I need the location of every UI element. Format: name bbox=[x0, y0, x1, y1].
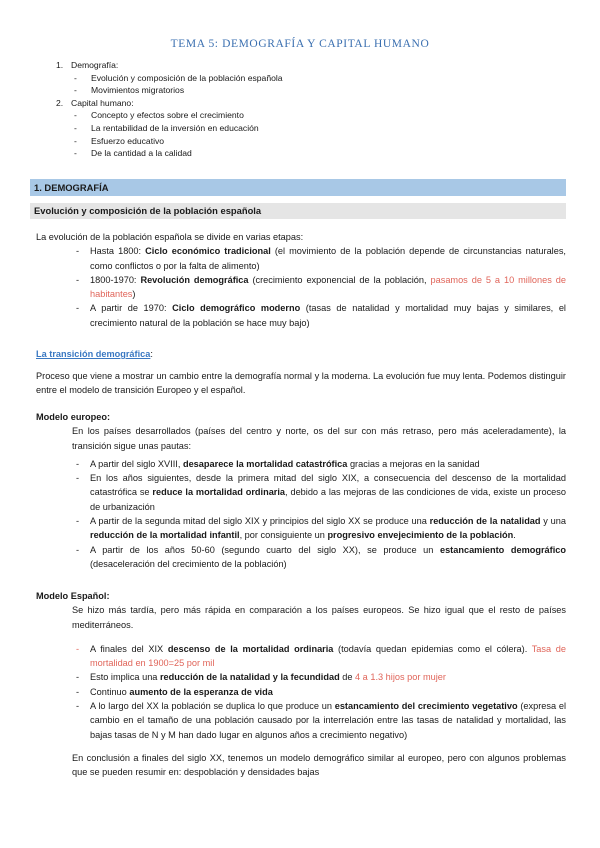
bullet-marker: - bbox=[76, 274, 80, 285]
list-item bbox=[36, 273, 566, 302]
list-item bbox=[36, 685, 566, 699]
toc-item-label: La rentabilidad de la inversión en educación bbox=[91, 122, 259, 133]
list-item bbox=[36, 699, 566, 742]
text: A partir de la segunda mitad del siglo XIX y principios del siglo XX se produce una bbox=[90, 516, 430, 527]
list-item bbox=[36, 514, 566, 543]
highlight-text: pasamos de 5 a 10 millones de habitantes bbox=[90, 274, 566, 300]
toc-item-label: Movimientos migratorios bbox=[91, 85, 185, 96]
text: (tasas de natalidad y mortalidad muy bajas y similares, el crecimiento natural de la población se hace muy bajo) bbox=[90, 303, 566, 328]
bullet-marker: - bbox=[76, 303, 80, 314]
text: A partir de 1970: bbox=[90, 303, 173, 314]
bullet-marker: - bbox=[76, 516, 80, 527]
toc-label: Capital humano bbox=[71, 97, 132, 108]
text: A partir del siglo XVIII, bbox=[90, 458, 183, 469]
highlight-text: 4 a 1.3 hijos por mujer bbox=[355, 672, 446, 683]
transition-paragraph: Proceso que viene a mostrar un cambio entre la demografía normal y la moderna. La evolución fue muy lenta. Podemos distinguir entre el modelo de transición Europeo y el español. bbox=[36, 371, 566, 396]
text: . bbox=[513, 530, 516, 541]
text: A partir de los años 50-60 (segundo cuarto del siglo XX), se produce un bbox=[90, 544, 440, 555]
text: (todavía quedan epidemias como el cólera). bbox=[333, 643, 532, 654]
toc-number: 2. bbox=[56, 97, 64, 108]
list-item bbox=[36, 301, 566, 330]
intro-paragraph: La evolución de la población española se divide en varias etapas: bbox=[36, 232, 304, 242]
bullet-marker: - bbox=[76, 643, 80, 654]
list-item bbox=[36, 670, 566, 684]
toc-section bbox=[56, 97, 283, 110]
toc-item-label: Esfuerzo educativo bbox=[91, 135, 165, 146]
highlight-text: Tasa de mortalidad en 1900=25 por mil bbox=[90, 643, 566, 669]
toc-number: 1. bbox=[56, 60, 64, 70]
text: A lo largo del XX la población se duplica lo que produce un bbox=[90, 701, 335, 712]
toc-colon: : bbox=[131, 97, 134, 108]
transition-link[interactable]: La transición demográfica bbox=[36, 349, 151, 359]
conclusion-paragraph: En conclusión a finales del siglo XX, tenemos un modelo demográfico similar al europeo, pero con algunos problemas que se pueden resumir en: despoblación y densidades bajas bbox=[72, 752, 566, 778]
list-item bbox=[36, 244, 566, 273]
dash: - bbox=[74, 110, 77, 121]
list-item bbox=[36, 543, 566, 572]
toc-item bbox=[56, 135, 283, 148]
subsection-heading: Evolución y composición de la población española bbox=[30, 203, 566, 219]
toc-item bbox=[56, 72, 283, 85]
dash: - bbox=[74, 85, 77, 96]
text: de bbox=[339, 672, 356, 683]
bold-text: reduce la mortalidad ordinaria bbox=[152, 487, 286, 498]
text: , debido a las mejoras de las condiciones de vida, existe un proceso de urbanización bbox=[90, 487, 566, 512]
bold-text: Ciclo económico tradicional bbox=[145, 246, 271, 257]
toc-item bbox=[56, 147, 283, 160]
bold-text: descenso de la mortalidad ordinaria bbox=[167, 643, 334, 654]
bold-text: estancamiento demográfico bbox=[439, 544, 566, 555]
page-title: TEMA 5: DEMOGRAFÍA Y CAPITAL HUMANO bbox=[170, 38, 430, 50]
list-item bbox=[36, 457, 566, 471]
dash: - bbox=[74, 148, 77, 159]
model-heading: Modelo europeo: bbox=[36, 412, 111, 422]
model-intro: Se hizo más tardía, pero más rápida en comparación a los países europeos. Se hizo igual que el resto de países mediterráneos. bbox=[72, 605, 566, 630]
text: En los años siguientes, desde la primera mitad del siglo XIX, a consecuencia del descenso de la mortalidad catastrófica se bbox=[90, 473, 566, 498]
toc-item-label: Concepto y efectos sobre el crecimiento bbox=[91, 110, 244, 121]
bullet-marker: - bbox=[76, 458, 80, 469]
bullet-marker: - bbox=[76, 473, 80, 484]
text: (crecimiento exponencial de la población, bbox=[248, 274, 431, 285]
text: ) bbox=[132, 289, 136, 300]
text: Hasta 1800: bbox=[90, 246, 146, 257]
list-item bbox=[36, 471, 566, 514]
text: y una bbox=[540, 516, 566, 527]
text: A finales del XIX bbox=[90, 643, 168, 654]
bold-text: progresivo envejecimiento de la población bbox=[327, 530, 514, 541]
text: Esto implica una bbox=[90, 672, 160, 683]
toc-item bbox=[56, 109, 283, 122]
text: , por consiguiente un bbox=[239, 530, 328, 541]
dash: - bbox=[74, 135, 77, 146]
text: 1800-1970: bbox=[90, 274, 141, 285]
dash: - bbox=[74, 122, 77, 133]
transition-heading bbox=[36, 347, 566, 361]
toc-label: Demografía bbox=[71, 60, 116, 70]
bullet-marker: - bbox=[76, 544, 80, 555]
text: (desaceleración del crecimiento de la población) bbox=[90, 558, 287, 569]
bold-text: reducción de la mortalidad infantil bbox=[90, 530, 240, 541]
spanish-model bbox=[36, 589, 566, 780]
dash: - bbox=[74, 72, 77, 83]
bold-text: Revolución demográfica bbox=[140, 274, 249, 285]
toc-item bbox=[56, 122, 283, 135]
section-heading: 1. DEMOGRAFÍA bbox=[30, 179, 566, 196]
bullet-marker: - bbox=[76, 246, 80, 257]
toc-item-label: De la cantidad a la calidad bbox=[91, 148, 192, 159]
bold-text: Ciclo demográfico moderno bbox=[172, 303, 301, 314]
text: (el movimiento de la población depende de circunstancias naturales, como conflictos o por la falta de alimento) bbox=[90, 246, 566, 271]
european-model bbox=[36, 410, 566, 571]
bold-text: estancamiento del crecimiento vegetativo bbox=[334, 701, 518, 712]
toc-colon: : bbox=[115, 60, 119, 70]
text: (expresa el cambio en el tamaño de una población causado por la interrelación entre las tasas de natalidad y mortalidad, las bajas tasas de N y M han dado lugar en algunos años a crecimiento negativo) bbox=[90, 701, 566, 740]
bullet-marker: - bbox=[76, 672, 80, 683]
stages-block bbox=[36, 230, 566, 330]
model-intro: En los países desarrollados (países del centro y norte, os del sur con más retraso, pero más aceleradamente), la transición sigue unas pautas: bbox=[72, 426, 566, 451]
bold-text: aumento de la esperanza de vida bbox=[129, 686, 273, 697]
toc-item bbox=[56, 84, 283, 97]
bold-text: reducción de la natalidad bbox=[429, 516, 541, 527]
toc-section bbox=[56, 59, 283, 72]
toc-item-label: Evolución y composición de la población española bbox=[91, 72, 283, 83]
bold-text: reducción de la natalidad y la fecundidad bbox=[159, 672, 340, 683]
model-heading: Modelo Español: bbox=[36, 591, 110, 601]
colon: : bbox=[150, 349, 153, 359]
bullet-marker: - bbox=[76, 701, 80, 712]
bold-text: desaparece la mortalidad catastrófica bbox=[182, 458, 348, 469]
text: gracias a mejoras en la sanidad bbox=[347, 458, 480, 469]
list-item bbox=[36, 642, 566, 671]
table-of-contents bbox=[56, 59, 283, 160]
text: Continuo bbox=[90, 686, 130, 697]
bullet-marker: - bbox=[76, 686, 80, 697]
